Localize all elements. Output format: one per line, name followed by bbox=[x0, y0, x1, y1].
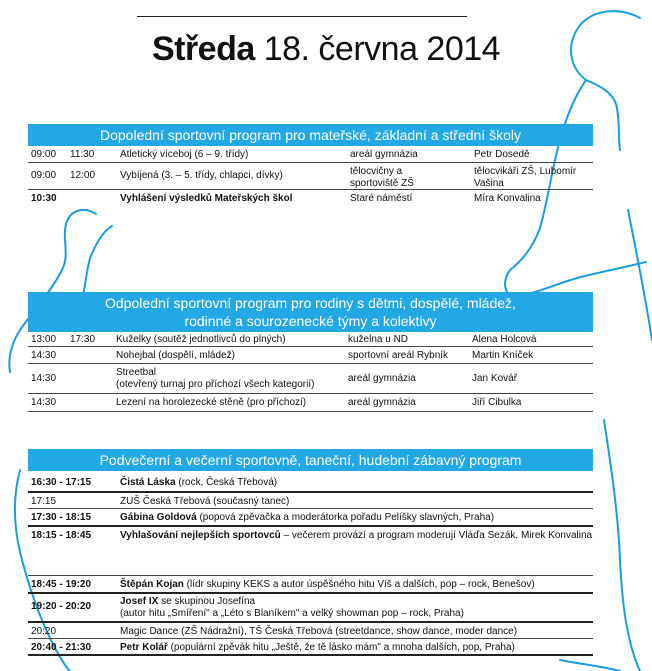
section-header-line: rodinné a sourozenecké týmy a kolektivy bbox=[184, 313, 437, 329]
table-row bbox=[28, 623, 593, 639]
table-row bbox=[28, 576, 593, 594]
performer-name: Josef IX bbox=[120, 596, 159, 607]
performer-info: ZUŠ Česká Třebová (současný tanec) bbox=[120, 496, 290, 507]
event-time: 20:20 bbox=[31, 626, 57, 637]
event-person: Martin Kníček bbox=[472, 350, 534, 361]
time-end: 17:30 bbox=[70, 334, 96, 345]
event-person: Petr Dosedě bbox=[474, 149, 530, 160]
time-start: 14:30 bbox=[31, 397, 57, 408]
performer-info: se skupinou Josefína bbox=[158, 596, 256, 607]
event-person: Míra Konvalina bbox=[474, 193, 541, 204]
performer-info: – večerem provází a program moderují Vláďa Sezák, Mirek Konvalina bbox=[280, 530, 593, 541]
event-note: (otevřený turnaj pro příchozí všech kategorií) bbox=[116, 379, 315, 390]
event-time: 18:15 - 18:45 bbox=[31, 530, 92, 541]
event-place: Staré náměstí bbox=[350, 193, 413, 204]
event-time: 17:15 bbox=[31, 496, 57, 507]
time-start: 14:30 bbox=[31, 350, 57, 361]
table-row bbox=[28, 509, 593, 527]
title-day: Středa bbox=[151, 30, 255, 68]
table-row bbox=[28, 493, 593, 509]
table-row bbox=[28, 527, 593, 576]
performer-info: (lídr skupiny KEKS a autor úspěšného hitu Víš a dalších, pop – rock, Benešov) bbox=[183, 579, 535, 590]
table-row bbox=[28, 332, 593, 347]
event-place: sportovní areál Rybník bbox=[348, 350, 449, 361]
table-row bbox=[28, 394, 593, 412]
time-start: 14:30 bbox=[31, 373, 57, 384]
time-start: 09:00 bbox=[31, 170, 57, 181]
event-name: Vyhlášení výsledků Mateřských škol bbox=[120, 193, 293, 204]
event-name: Atletický víceboj (6 – 9. třídy) bbox=[120, 149, 249, 160]
title-date: 18. června 2014 bbox=[263, 30, 501, 68]
table-row bbox=[28, 190, 593, 206]
section-morning bbox=[28, 124, 593, 206]
performer-info: (popová zpěvačka a moderátorka pořadu Pelíšky slavných, Praha) bbox=[196, 512, 495, 523]
event-person: Jiří Cibulka bbox=[472, 397, 522, 408]
time-start: 10:30 bbox=[31, 193, 57, 204]
section-afternoon bbox=[28, 292, 593, 412]
section-header-line: Podvečerní a večerní sportovně, taneční, hudební zábavný program bbox=[99, 452, 522, 468]
performer-name: Gábina Goldová bbox=[120, 512, 197, 523]
event-place: kuželna u ND bbox=[348, 334, 409, 345]
event-person: tělocvikáři ZŠ, Lubomír Vašina bbox=[474, 166, 577, 189]
time-start: 09:00 bbox=[31, 149, 57, 160]
event-person: Jan Kovář bbox=[472, 373, 518, 384]
performer-name: Čistá Láska bbox=[120, 477, 176, 488]
event-name: Streetbal bbox=[116, 367, 157, 378]
section-header bbox=[28, 292, 593, 332]
event-time: 17:30 - 18:15 bbox=[31, 512, 92, 523]
section-evening bbox=[28, 449, 593, 656]
section-header-line: Dopolední sportovní program pro mateřské, základní a střední školy bbox=[100, 127, 521, 143]
event-name: Nohejbal (dospělí, mládež) bbox=[116, 350, 235, 361]
time-end: 11:30 bbox=[70, 149, 95, 160]
event-time: 18:45 - 19:20 bbox=[31, 579, 92, 590]
table-row bbox=[28, 474, 593, 493]
section-header bbox=[28, 124, 593, 146]
table-row bbox=[28, 639, 593, 656]
table-row bbox=[28, 594, 593, 623]
event-place: tělocvičny a sportoviště ZŠ bbox=[350, 166, 414, 189]
table-row bbox=[28, 347, 593, 364]
table-row bbox=[28, 364, 593, 394]
event-name: Kuželky (soutěž jednotlivců do plných) bbox=[116, 334, 286, 345]
event-place: areál gymnázia bbox=[350, 149, 418, 160]
performer-name: Petr Kolář bbox=[120, 642, 168, 653]
performer-info: (rock, Česká Třebová) bbox=[175, 477, 278, 488]
performer-name: Vyhlašování nejlepších sportovců bbox=[120, 530, 281, 541]
event-place: areál gymnázia bbox=[348, 397, 416, 408]
table-row bbox=[28, 146, 593, 163]
event-time: 20:40 - 21:30 bbox=[31, 642, 92, 653]
performer-info: (populární zpěvák hitu „Ještě, že tě lásko mám" a mnoha dalších, pop, Praha) bbox=[167, 642, 515, 653]
top-rule bbox=[137, 16, 467, 17]
time-end: 12:00 bbox=[70, 170, 96, 181]
event-name: Lezení na horolezecké stěně (pro příchozí) bbox=[116, 397, 307, 408]
performer-note: (autor hitu „Smíření" a „Léto s Blaníkem" a velký showman pop – rock, Praha) bbox=[120, 608, 464, 619]
page-title bbox=[0, 30, 652, 69]
event-time: 19:20 - 20:20 bbox=[31, 601, 92, 612]
performer-name: Štěpán Kojan bbox=[120, 579, 184, 590]
event-place: areál gymnázia bbox=[348, 373, 416, 384]
event-name: Vybíjená (3. – 5. třídy, chlapci, dívky) bbox=[120, 170, 283, 181]
time-start: 13:00 bbox=[31, 334, 57, 345]
event-person: Alena Holcová bbox=[472, 334, 537, 345]
event-time: 16:30 - 17:15 bbox=[31, 477, 92, 488]
table-row bbox=[28, 163, 593, 190]
section-header-line: Odpolední sportovní program pro rodiny s dětmi, dospělé, mládež, bbox=[105, 295, 516, 311]
section-header bbox=[28, 449, 593, 471]
performer-info: Magic Dance (ZŠ Nádražní), TŠ Česká Třebová (streetdance, show dance, moder dance) bbox=[120, 626, 518, 637]
